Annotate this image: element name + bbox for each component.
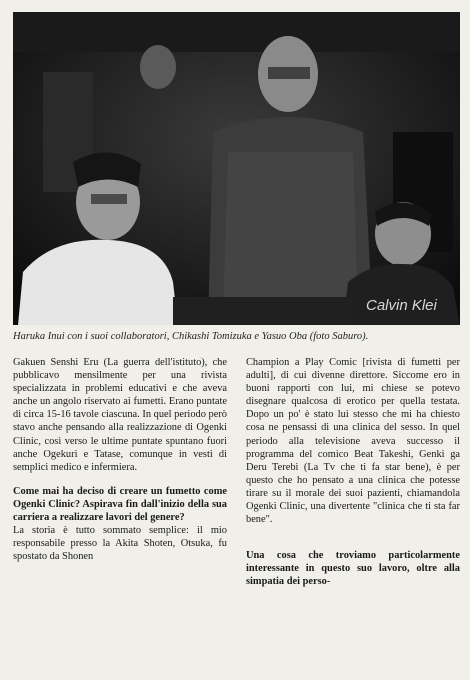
answer-paragraph: Gakuen Senshi Eru (La guerra dell'istituto), che pubblicavo mensilmente per una rivista specializzata in problemi educativi e che aveva anche un angolo riservato ai fumetti. Erano puntate di circa 15-16 tavole ciascuna. In quel periodo però stavo anche pensando alla realizzazione di Ogenki Clinic, così verso le ultime puntate spuntano fuori anche Ogekuri e Tatase, comunque in vesti di semplici medico e infermiera. [13, 357, 227, 473]
left-column [13, 356, 227, 563]
interview-question-next: Una cosa che troviamo particolarmente interessante in questo suo lavoro, oltre alla simpatia dei perso- [246, 550, 460, 588]
wall-clock-icon [140, 45, 176, 89]
answer-paragraph-continued: Champion a Play Comic [rivista di fumetti per adulti], di cui divenne direttore. Siccome ero in buoni rapporti con lui, mi chiese se potevo disegnare qualcosa di erotico per quella testata. Dopo un po' è stato lui stesso che mi ha chiesto cosa ne pensassi di una clinica del sesso. In quel periodo alla televisione aveva successo il programma del comico Beat Takeshi, Genki ga Deru Terebi (La Tv che ti fa star bene), è per questo che ho pensato a una clinica che potesse tirare su il morale dei suoi pazienti, chiamandola Ogenki Clinic, una divertente "clinica che ti sta far bene". [246, 357, 460, 526]
shirt-logo-text: Calvin Klei [366, 297, 437, 314]
photo-caption: Haruka Inui con i suoi collaboratori, Chikashi Tomizuka e Yasuo Oba (foto Saburo). [13, 331, 369, 342]
interview-question: Come mai ha deciso di creare un fumetto come Ogenki Clinic? Aspirava fin dall'inizio della sua carriera a realizzare lavori del genere? [13, 485, 227, 524]
answer-paragraph-start: La storia è tutto sommato semplice: il mio responsabile presso la Akita Shoten, Otsuka, fu spostato da Shonen [13, 525, 227, 563]
photo [13, 12, 460, 325]
group-photo-image [13, 12, 460, 325]
right-column [246, 356, 460, 589]
